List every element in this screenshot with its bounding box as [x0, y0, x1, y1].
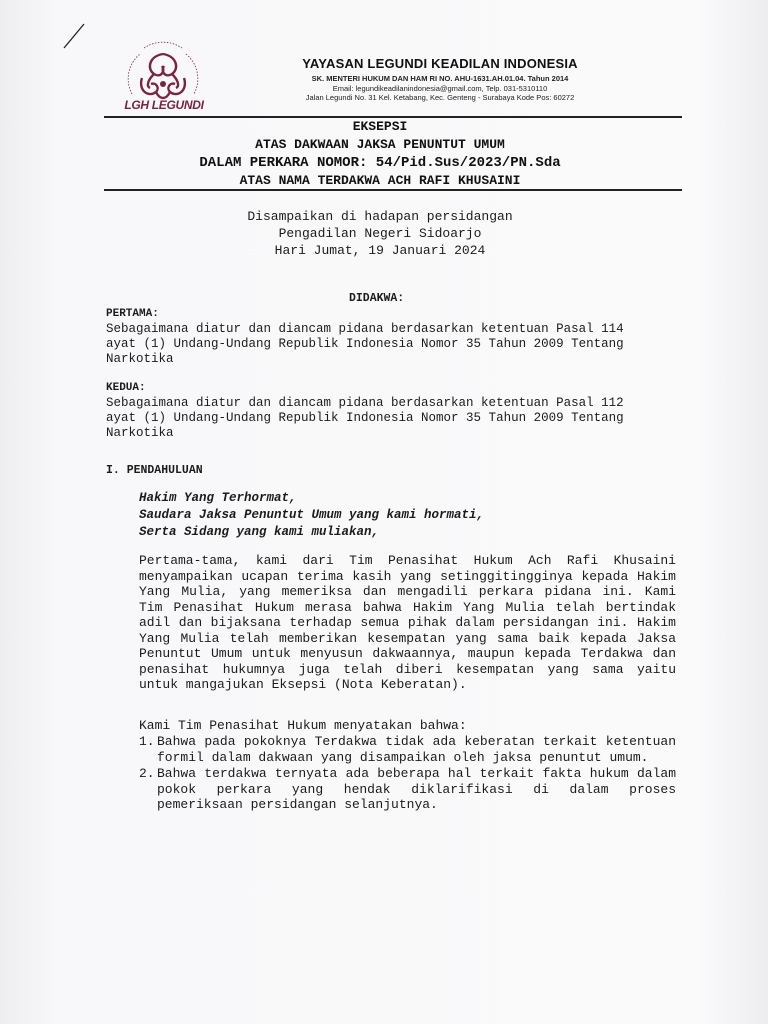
title-line-1: EKSEPSI [352, 119, 408, 134]
charges-heading: DIDAKWA: [349, 292, 405, 305]
list-item [139, 766, 676, 813]
salutation-line-3: Serta Sidang yang kami muliakan, [139, 525, 380, 539]
decree-number: SK. MENTERI HUKUM DAN HAM RI NO. AHU-1631.AH.01.04. Tahun 2014 [311, 74, 569, 83]
organization-name: YAYASAN LEGUNDI KEADILAN INDONESIA [302, 56, 578, 71]
address-line: Jalan Legundi No. 31 Kel. Ketabang, Kec. Genteng - Surabaya Kode Pos: 60272 [305, 93, 575, 102]
defendant-line: ATAS NAMA TERDAKWA ACH RAFI KHUSAINI [239, 173, 521, 188]
first-charge-text-3: Narkotika [106, 352, 174, 366]
list-item-number: 2. [139, 766, 155, 781]
submission-date: Hari Jumat, 19 Januari 2024 [274, 243, 486, 258]
first-charge-label: PERTAMA: [106, 308, 159, 320]
introduction-paragraph: Pertama-tama, kami dari Tim Penasihat Hukum Ach Rafi Khusaini menyampaikan ucapan terima kasih yang setinggitingginya kepada Hakim Yang Mulia, yang memeriksa dan mengadili perkara pidana ini. Kami Tim Penasihat Hukum merasa bahwa Hakim Yang Mulia telah bertindak adil dan bijaksana terhadap semua pihak dalam persidangan ini. Hakim Yang Mulia telah memberikan kesempatan yang sama baik kepada Jaksa Penuntut Umum untuk menyusun dakwaannya, maupun kepada Terdakwa dan penasihat hukumnya juga telah diberi kesempatan yang sama yaitu untuk mangajukan Eksepsi (Nota Keberatan). [139, 553, 676, 692]
submission-line-2: Pengadilan Negeri Sidoarjo [278, 226, 482, 241]
statement-list [139, 734, 676, 814]
salutation-line-2: Saudara Jaksa Penuntut Umum yang kami hormati, [139, 508, 485, 522]
salutation-line-1: Hakim Yang Terhormat, [139, 491, 297, 505]
document-title [100, 118, 660, 190]
case-number-line: DALAM PERKARA NOMOR: 54/Pid.Sus/2023/PN.Sda [199, 155, 561, 171]
second-charge-text-1: Sebagaimana diatur dan diancam pidana berdasarkan ketentuan Pasal 112 [106, 396, 624, 410]
submission-block [100, 208, 660, 259]
contact-line: Email: legundikeadilanindonesia@gmail.com, Telp. 031-5310110 [332, 83, 548, 93]
title-divider [104, 189, 682, 191]
salutation [139, 490, 484, 541]
submission-line-1: Disampaikan di hadapan persidangan [247, 209, 513, 224]
first-charge [106, 307, 686, 367]
section-heading-introduction: I. PENDAHULUAN [106, 464, 203, 477]
second-charge-text-2: ayat (1) Undang-Undang Republik Indonesia Nomor 35 Tahun 2009 Tentang [106, 411, 624, 425]
list-item-number: 1. [139, 734, 155, 749]
list-item [139, 734, 676, 765]
logo-wordmark: LGH LEGUNDI [124, 98, 204, 112]
second-charge [106, 381, 686, 441]
pen-stroke-mark [60, 22, 86, 50]
letterhead [270, 56, 610, 103]
list-item-text: Bahwa terdakwa ternyata ada beberapa hal terkait fakta hukum dalam pokok perkara yang hendak diklarifikasi di dalam proses pemeriksaan persidangan selanjutnya. [157, 766, 676, 812]
first-charge-text-2: ayat (1) Undang-Undang Republik Indonesia Nomor 35 Tahun 2009 Tentang [106, 337, 624, 351]
list-item-text: Bahwa pada pokoknya Terdakwa tidak ada keberatan terkait ketentuan formil dalam dakwaan yang disampaikan oleh jaksa penuntut umum. [157, 734, 676, 765]
first-charge-text-1: Sebagaimana diatur dan diancam pidana berdasarkan ketentuan Pasal 114 [106, 322, 624, 336]
second-charge-text-3: Narkotika [106, 426, 174, 440]
statement-intro: Kami Tim Penasihat Hukum menyatakan bahwa: [139, 718, 467, 733]
second-charge-label: KEDUA: [106, 382, 146, 394]
title-line-2: ATAS DAKWAAN JAKSA PENUNTUT UMUM [255, 137, 505, 152]
